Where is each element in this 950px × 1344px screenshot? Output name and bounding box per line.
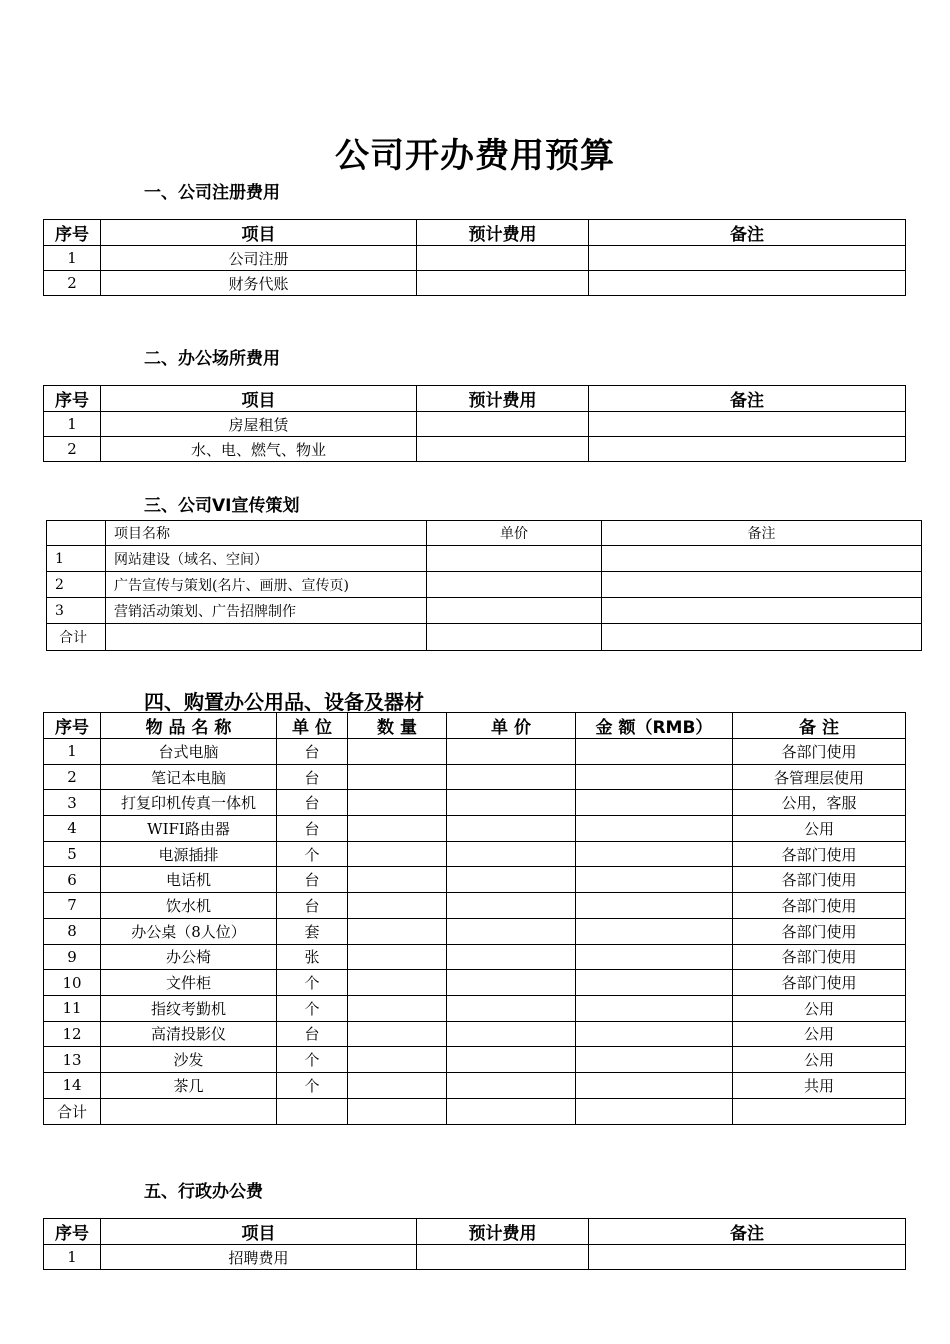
header-item-name: 项目名称: [106, 521, 427, 546]
cell-name: 沙发: [101, 1047, 277, 1073]
table-row: [47, 598, 922, 624]
cell-no: 12: [44, 1021, 101, 1047]
table-row: [44, 893, 906, 919]
cell-note: 公用: [733, 1021, 906, 1047]
cell-note[interactable]: [589, 412, 906, 437]
header-item: 项目: [101, 386, 417, 412]
cell-no: 10: [44, 970, 101, 996]
cell-amount[interactable]: [576, 764, 733, 790]
cell-price[interactable]: [447, 944, 576, 970]
cell-qty[interactable]: [348, 893, 447, 919]
page-title: 公司开办费用预算: [335, 136, 615, 176]
header-item: 项目: [101, 1219, 417, 1245]
cell-no: 6: [44, 867, 101, 893]
total-cell[interactable]: [106, 624, 427, 651]
header-name: 物 品 名 称: [101, 713, 277, 739]
cell-qty[interactable]: [348, 1047, 447, 1073]
cell-cost[interactable]: [417, 246, 589, 271]
table-row: [44, 1021, 906, 1047]
total-cell[interactable]: [576, 1098, 733, 1124]
cell-price[interactable]: [447, 841, 576, 867]
total-cell[interactable]: [277, 1098, 348, 1124]
section-4-table: [43, 712, 906, 1125]
cell-name: 办公桌（8人位）: [101, 918, 277, 944]
section-2-heading: 二、办公场所费用: [144, 349, 280, 369]
table-row: [44, 995, 906, 1021]
total-cell[interactable]: [427, 624, 602, 651]
cell-unit: 台: [277, 790, 348, 816]
cell-amount[interactable]: [576, 918, 733, 944]
cell-unit: 台: [277, 893, 348, 919]
cell-qty[interactable]: [348, 790, 447, 816]
cell-no: 3: [47, 598, 106, 624]
table-row: [44, 918, 906, 944]
table-row: [47, 546, 922, 572]
cell-unit: 套: [277, 918, 348, 944]
table-row: [44, 944, 906, 970]
cell-note[interactable]: [589, 1245, 906, 1270]
header-unit-price: 单价: [427, 521, 602, 546]
cell-name: 办公椅: [101, 944, 277, 970]
cell-note: 各部门使用: [733, 739, 906, 765]
cell-name: 文件柜: [101, 970, 277, 996]
cell-item: 招聘费用: [101, 1245, 417, 1270]
table-header-row: [44, 713, 906, 739]
cell-no: 1: [47, 546, 106, 572]
header-cost: 预计费用: [417, 386, 589, 412]
cell-no: 11: [44, 995, 101, 1021]
cell-unit: 个: [277, 1072, 348, 1098]
table-row: [47, 572, 922, 598]
cell-no: 13: [44, 1047, 101, 1073]
cell-no: 5: [44, 841, 101, 867]
cell-no: 1: [44, 246, 101, 271]
section-5-table: [43, 1218, 906, 1270]
cell-qty[interactable]: [348, 1072, 447, 1098]
cell-qty[interactable]: [348, 995, 447, 1021]
cell-amount[interactable]: [576, 1047, 733, 1073]
cell-qty[interactable]: [348, 918, 447, 944]
cell-unit: 个: [277, 1047, 348, 1073]
cell-unit: 个: [277, 995, 348, 1021]
cell-name: 电源插排: [101, 841, 277, 867]
cell-note: 各部门使用: [733, 893, 906, 919]
table-row: [44, 764, 906, 790]
cell-name: 笔记本电脑: [101, 764, 277, 790]
table-row: [44, 1047, 906, 1073]
cell-cost[interactable]: [417, 1245, 589, 1270]
cell-note: 共用: [733, 1072, 906, 1098]
cell-note: 各部门使用: [733, 918, 906, 944]
cell-amount[interactable]: [576, 816, 733, 842]
header-note: 备注: [589, 386, 906, 412]
section-2-table: [43, 385, 906, 462]
cell-amount[interactable]: [576, 739, 733, 765]
cell-item: 广告宣传与策划(名片、画册、宣传页): [106, 572, 427, 598]
cell-qty[interactable]: [348, 841, 447, 867]
cell-amount[interactable]: [576, 944, 733, 970]
header-no: 序号: [44, 1219, 101, 1245]
cell-name: 台式电脑: [101, 739, 277, 765]
cell-no: 7: [44, 893, 101, 919]
total-row: [44, 1098, 906, 1124]
header-no: 序号: [44, 220, 101, 246]
cell-no: 8: [44, 918, 101, 944]
cell-price[interactable]: [427, 598, 602, 624]
table-header-row: [44, 220, 906, 246]
cell-item: 水、电、燃气、物业: [101, 437, 417, 462]
cell-unit: 个: [277, 970, 348, 996]
cell-no: 2: [44, 437, 101, 462]
total-cell[interactable]: [733, 1098, 906, 1124]
header-note: 备注: [589, 220, 906, 246]
cell-price[interactable]: [447, 893, 576, 919]
cell-note: 公用: [733, 816, 906, 842]
cell-no: 14: [44, 1072, 101, 1098]
cell-item: 网站建设（域名、空间）: [106, 546, 427, 572]
cell-name: 打复印机传真一体机: [101, 790, 277, 816]
table-header-row: [47, 521, 922, 546]
cell-qty[interactable]: [348, 739, 447, 765]
cell-amount[interactable]: [576, 970, 733, 996]
header-cost: 预计费用: [417, 220, 589, 246]
cell-note: 各管理层使用: [733, 764, 906, 790]
table-row: [44, 246, 906, 271]
cell-name: 饮水机: [101, 893, 277, 919]
cell-amount[interactable]: [576, 995, 733, 1021]
cell-unit: 台: [277, 764, 348, 790]
cell-item: 财务代账: [101, 271, 417, 296]
table-row: [44, 412, 906, 437]
table-row: [44, 739, 906, 765]
cell-qty[interactable]: [348, 816, 447, 842]
section-3-table: [46, 520, 922, 651]
header-amount: 金 额（RMB）: [576, 713, 733, 739]
cell-unit: 台: [277, 1021, 348, 1047]
cell-note: 公用，客服: [733, 790, 906, 816]
table-row: [44, 790, 906, 816]
header-unit: 单 位: [277, 713, 348, 739]
table-row: [44, 867, 906, 893]
header-no: [47, 521, 106, 546]
cell-item: 房屋租赁: [101, 412, 417, 437]
cell-note[interactable]: [602, 598, 922, 624]
cell-amount[interactable]: [576, 1021, 733, 1047]
cell-cost[interactable]: [417, 437, 589, 462]
section-3-heading: 三、公司VI宣传策划: [144, 496, 300, 516]
total-cell[interactable]: [101, 1098, 277, 1124]
cell-price[interactable]: [447, 790, 576, 816]
cell-amount[interactable]: [576, 893, 733, 919]
cell-unit: 台: [277, 867, 348, 893]
cell-no: 1: [44, 739, 101, 765]
cell-no: 1: [44, 412, 101, 437]
cell-qty[interactable]: [348, 867, 447, 893]
cell-note[interactable]: [589, 437, 906, 462]
cell-price[interactable]: [447, 764, 576, 790]
header-note: 备 注: [733, 713, 906, 739]
cell-note[interactable]: [589, 271, 906, 296]
header-note: 备注: [589, 1219, 906, 1245]
table-header-row: [44, 1219, 906, 1245]
cell-price[interactable]: [447, 1047, 576, 1073]
header-price: 单 价: [447, 713, 576, 739]
section-4-body: [44, 739, 906, 1099]
cell-amount[interactable]: [576, 1072, 733, 1098]
total-cell[interactable]: [602, 624, 922, 651]
cell-no: 1: [44, 1245, 101, 1270]
cell-unit: 张: [277, 944, 348, 970]
cell-name: WIFI路由器: [101, 816, 277, 842]
cell-cost[interactable]: [417, 412, 589, 437]
cell-price[interactable]: [447, 1021, 576, 1047]
cell-name: 指纹考勤机: [101, 995, 277, 1021]
cell-no: 2: [44, 271, 101, 296]
cell-note: 各部门使用: [733, 867, 906, 893]
cell-item: 营销活动策划、广告招牌制作: [106, 598, 427, 624]
section-4-heading: 四、购置办公用品、设备及器材: [144, 690, 424, 714]
cell-name: 茶几: [101, 1072, 277, 1098]
cell-note: 各部门使用: [733, 944, 906, 970]
cell-item: 公司注册: [101, 246, 417, 271]
cell-price[interactable]: [427, 546, 602, 572]
cell-name: 电话机: [101, 867, 277, 893]
table-row: [44, 271, 906, 296]
header-no: 序号: [44, 713, 101, 739]
cell-note: 各部门使用: [733, 841, 906, 867]
cell-price[interactable]: [447, 970, 576, 996]
cell-price[interactable]: [427, 572, 602, 598]
header-note: 备注: [602, 521, 922, 546]
table-row: [44, 1245, 906, 1270]
table-row: [44, 841, 906, 867]
section-1-heading: 一、公司注册费用: [144, 183, 280, 203]
cell-no: 2: [47, 572, 106, 598]
header-qty: 数 量: [348, 713, 447, 739]
header-item: 项目: [101, 220, 417, 246]
cell-unit: 台: [277, 816, 348, 842]
cell-qty[interactable]: [348, 970, 447, 996]
cell-note[interactable]: [602, 572, 922, 598]
cell-unit: 个: [277, 841, 348, 867]
cell-cost[interactable]: [417, 271, 589, 296]
cell-amount[interactable]: [576, 790, 733, 816]
cell-qty[interactable]: [348, 1021, 447, 1047]
cell-amount[interactable]: [576, 841, 733, 867]
cell-no: 4: [44, 816, 101, 842]
cell-no: 9: [44, 944, 101, 970]
cell-unit: 台: [277, 739, 348, 765]
cell-price[interactable]: [447, 995, 576, 1021]
table-row: [44, 970, 906, 996]
cell-price[interactable]: [447, 867, 576, 893]
total-cell[interactable]: [348, 1098, 447, 1124]
section-5-heading: 五、行政办公费: [144, 1182, 263, 1202]
cell-name: 高清投影仪: [101, 1021, 277, 1047]
cell-no: 3: [44, 790, 101, 816]
cell-no: 2: [44, 764, 101, 790]
table-row: [44, 437, 906, 462]
total-label: 合计: [44, 1098, 101, 1124]
total-label: 合计: [47, 624, 106, 651]
cell-note: 公用: [733, 995, 906, 1021]
table-row: [44, 1072, 906, 1098]
section-1-table: [43, 219, 906, 296]
cell-qty[interactable]: [348, 764, 447, 790]
cell-price[interactable]: [447, 1072, 576, 1098]
table-header-row: [44, 386, 906, 412]
cell-note: 各部门使用: [733, 970, 906, 996]
cell-price[interactable]: [447, 739, 576, 765]
total-cell[interactable]: [447, 1098, 576, 1124]
table-row: [44, 816, 906, 842]
cell-price[interactable]: [447, 816, 576, 842]
cell-qty[interactable]: [348, 944, 447, 970]
header-no: 序号: [44, 386, 101, 412]
header-cost: 预计费用: [417, 1219, 589, 1245]
total-row: [47, 624, 922, 651]
cell-note[interactable]: [589, 246, 906, 271]
cell-note[interactable]: [602, 546, 922, 572]
cell-price[interactable]: [447, 918, 576, 944]
cell-amount[interactable]: [576, 867, 733, 893]
cell-note: 公用: [733, 1047, 906, 1073]
